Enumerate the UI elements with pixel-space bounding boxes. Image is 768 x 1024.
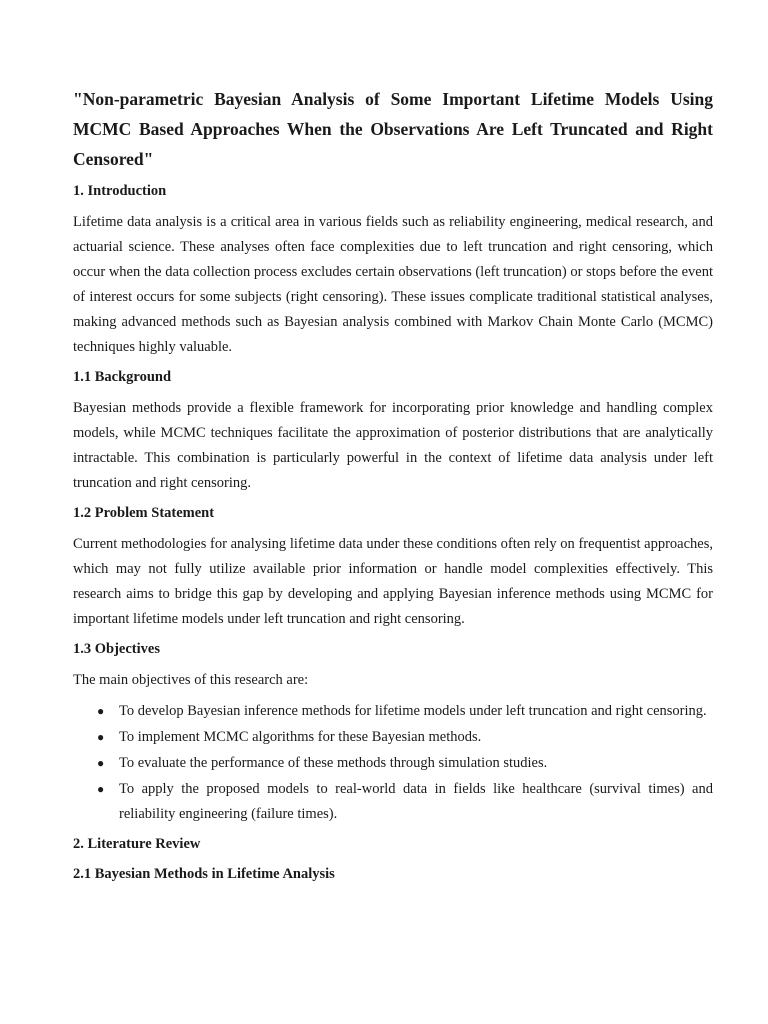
section-heading-problem-statement: 1.2 Problem Statement <box>73 505 215 521</box>
list-item-text: To apply the proposed models to real-world data in fields like healthcare (survival times) and reliability engineering (failure times). <box>119 781 713 822</box>
document-page <box>73 84 713 893</box>
list-item-text: To develop Bayesian inference methods for lifetime models under left truncation and right censoring. <box>119 703 707 719</box>
list-item-text: To implement MCMC algorithms for these Bayesian methods. <box>119 729 482 745</box>
bullet-icon: ● <box>97 704 105 718</box>
objectives-intro: The main objectives of this research are: <box>73 672 309 688</box>
objectives-list <box>73 699 713 827</box>
bullet-icon: ● <box>97 782 105 796</box>
section-heading-literature-review: 2. Literature Review <box>73 836 201 852</box>
list-item <box>73 751 713 776</box>
section-heading-background: 1.1 Background <box>73 369 172 385</box>
section-heading-bayesian-methods: 2.1 Bayesian Methods in Lifetime Analysis <box>73 866 335 882</box>
section-heading-objectives: 1.3 Objectives <box>73 641 160 657</box>
list-item <box>73 777 713 827</box>
document-title: "Non-parametric Bayesian Analysis of Some Important Lifetime Models Using MCMC Based Approaches When the Observations Are Left Truncated and Right Censored" <box>73 89 713 169</box>
bullet-icon: ● <box>97 730 105 744</box>
list-item <box>73 699 713 724</box>
bullet-icon: ● <box>97 756 105 770</box>
list-item-text: To evaluate the performance of these methods through simulation studies. <box>119 755 548 771</box>
problem-statement-paragraph: Current methodologies for analysing lifetime data under these conditions often rely on frequentist approaches, which may not fully utilize available prior information or handle model complexities effectively. This research aims to bridge this gap by developing and applying Bayesian inference methods using MCMC for important lifetime models under left truncation and right censoring. <box>73 536 713 627</box>
introduction-paragraph: Lifetime data analysis is a critical area in various fields such as reliability engineering, medical research, and actuarial science. These analyses often face complexities due to left truncation and right censoring, which occur when the data collection process excludes certain observations (left truncation) or stops before the event of interest occurs for some subjects (right censoring). These issues complicate traditional statistical analyses, making advanced methods such as Bayesian analysis combined with Markov Chain Monte Carlo (MCMC) techniques highly valuable. <box>73 214 713 355</box>
section-heading-introduction: 1. Introduction <box>73 183 167 199</box>
list-item <box>73 725 713 750</box>
background-paragraph: Bayesian methods provide a flexible framework for incorporating prior knowledge and handling complex models, while MCMC techniques facilitate the approximation of posterior distributions that are analytically intractable. This combination is particularly powerful in the context of lifetime data analysis under left truncation and right censoring. <box>73 400 713 491</box>
